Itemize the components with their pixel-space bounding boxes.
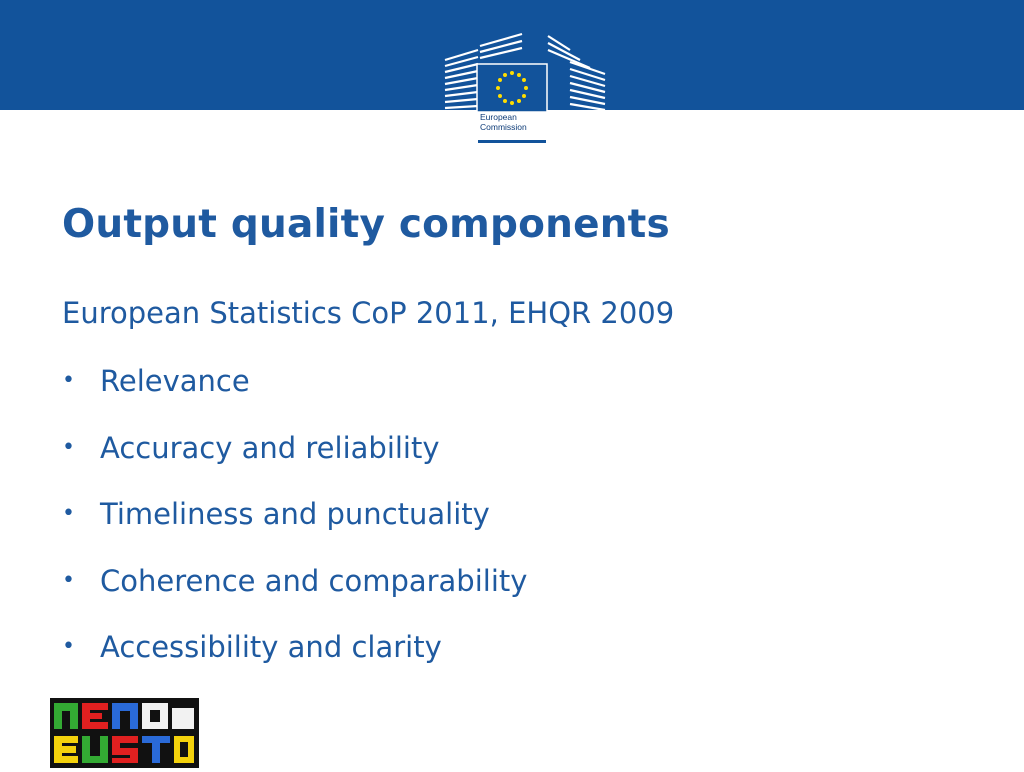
memobust-logo: [50, 698, 199, 768]
memobust-logo-icon: [50, 698, 199, 768]
ec-logo-line2: Commission: [480, 122, 527, 132]
slide-subtitle: European Statistics CoP 2011, EHQR 2009: [62, 296, 675, 330]
bullet-dot: •: [62, 368, 75, 393]
european-commission-logo: [440, 32, 610, 147]
bullet-dot: •: [62, 434, 75, 460]
slide-title: Output quality components: [62, 202, 670, 247]
ec-logo-line1: European: [480, 112, 517, 122]
bullet-text: Relevance: [100, 364, 250, 398]
bullet-dot: •: [62, 501, 75, 526]
berlaymont-building-icon: [440, 32, 610, 112]
ec-logo-underline: [478, 140, 546, 143]
bullet-text: Timeliness and punctuality: [100, 497, 490, 531]
bullet-dot: •: [62, 634, 75, 659]
bullet-text: Coherence and comparability: [100, 563, 528, 598]
bullet-text: Accessibility and clarity: [100, 630, 442, 664]
ec-logo-text: [480, 112, 527, 132]
bullet-text: Accuracy and reliability: [100, 430, 440, 465]
bullet-dot: •: [62, 567, 75, 593]
